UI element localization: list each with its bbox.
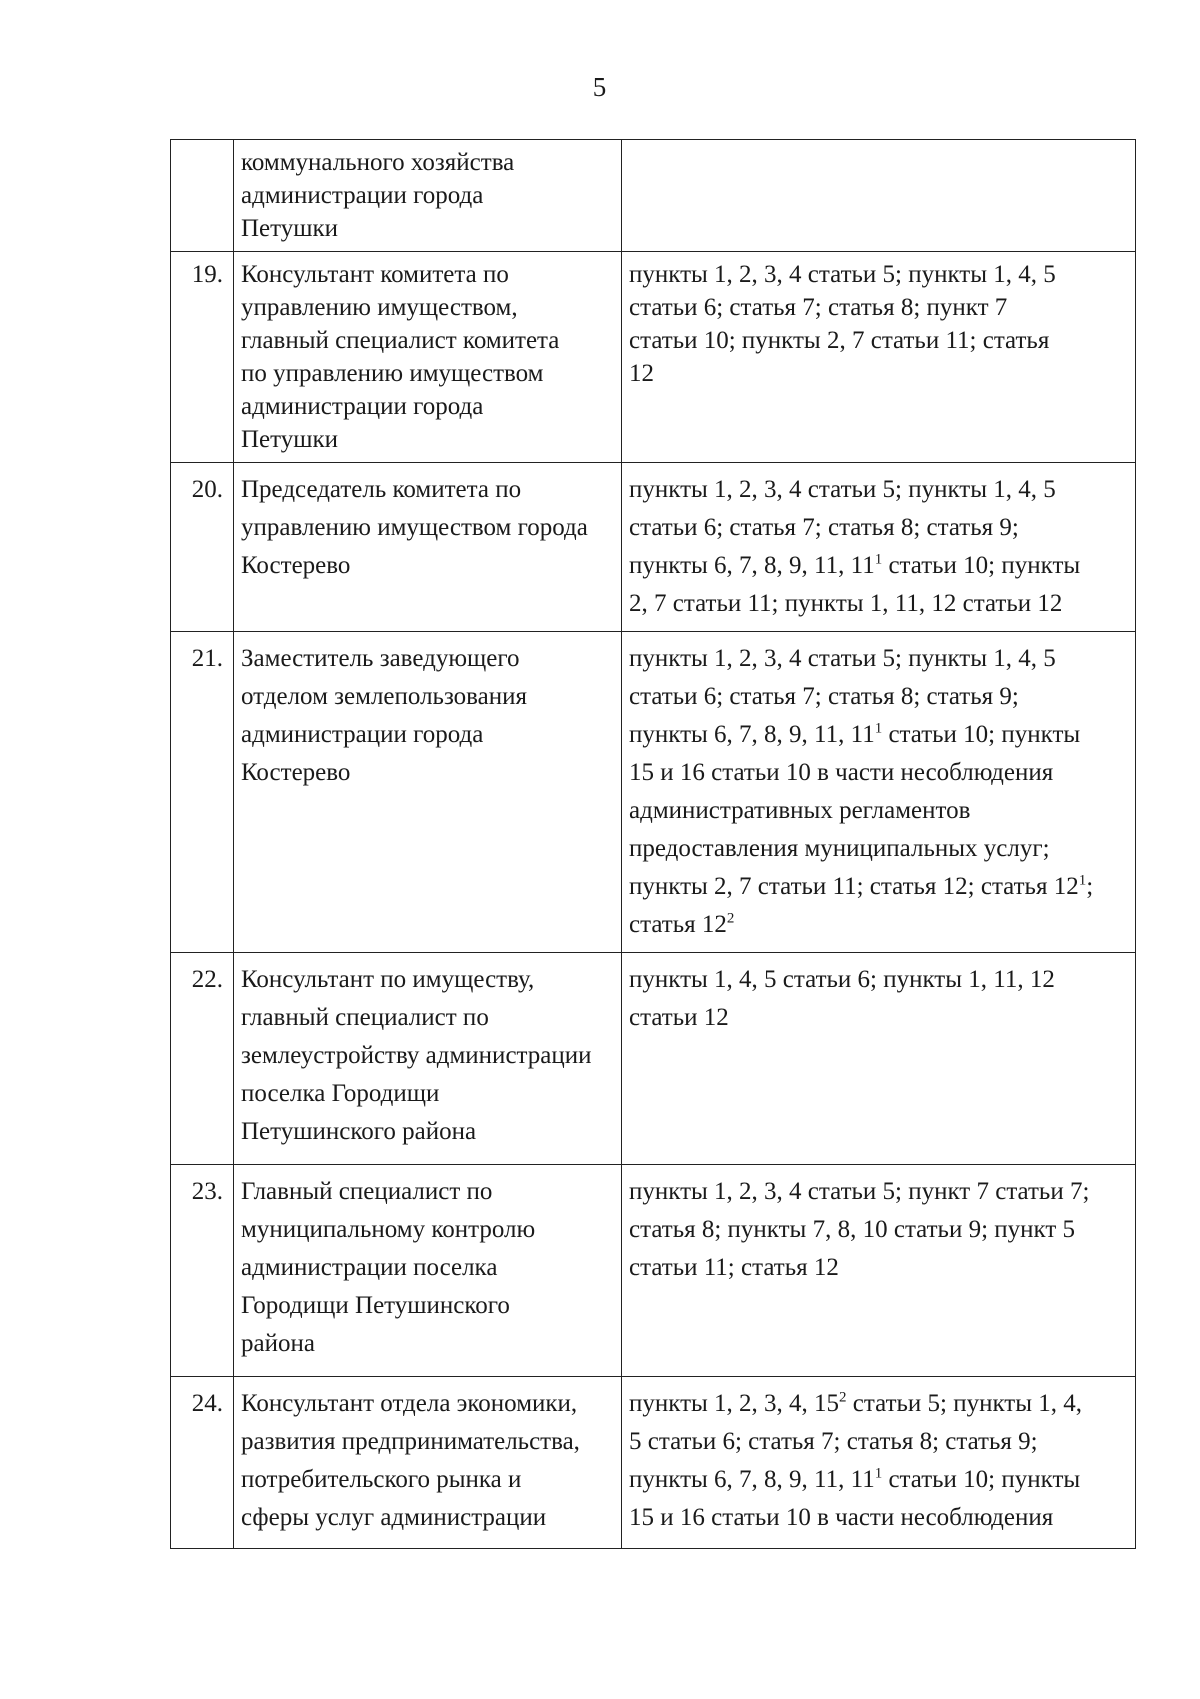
superscript: 1 bbox=[1078, 872, 1087, 889]
articles-line: административных регламентов bbox=[629, 797, 971, 824]
position-line: развития предпринимательства, bbox=[241, 1428, 580, 1455]
position-line: администрации города bbox=[241, 393, 484, 420]
position-line: Костерево bbox=[241, 759, 351, 786]
position-line: муниципальному контролю bbox=[241, 1216, 536, 1243]
articles-line: статьи 11; статья 12 bbox=[629, 1254, 839, 1281]
row-number: 24. bbox=[171, 1377, 234, 1549]
position-line: сферы услуг администрации bbox=[241, 1504, 547, 1531]
table-row bbox=[171, 140, 1136, 252]
position-cell bbox=[234, 463, 622, 632]
table-row bbox=[171, 463, 1136, 632]
articles-line bbox=[629, 906, 1128, 944]
articles-text: пункты 6, 7, 8, 9, 11, 11 bbox=[629, 552, 875, 579]
articles-line: пункты 1, 4, 5 статьи 6; пункты 1, 11, 12 bbox=[629, 966, 1055, 993]
articles-line: пункты 1, 2, 3, 4 статьи 5; пункты 1, 4, 5 bbox=[629, 645, 1056, 672]
position-line: коммунального хозяйства bbox=[241, 149, 515, 176]
position-cell bbox=[234, 953, 622, 1165]
position-line: Заместитель заведующего bbox=[241, 645, 520, 672]
row-number: 19. bbox=[171, 252, 234, 463]
articles-line: статья 8; пункты 7, 8, 10 статьи 9; пункт 5 bbox=[629, 1216, 1076, 1243]
articles-line: статьи 6; статья 7; статья 8; пункт 7 bbox=[629, 294, 1008, 321]
articles-line: 5 статьи 6; статья 7; статья 8; статья 9; bbox=[629, 1428, 1038, 1455]
articles-text: пункты 6, 7, 8, 9, 11, 11 bbox=[629, 721, 875, 748]
position-line: Петушки bbox=[241, 215, 339, 242]
superscript: 2 bbox=[839, 1389, 847, 1406]
position-line: землеустройству администрации bbox=[241, 1042, 592, 1069]
articles-line: пункты 1, 2, 3, 4 статьи 5; пункт 7 статьи 7; bbox=[629, 1178, 1090, 1205]
position-line: Председатель комитета по bbox=[241, 476, 522, 503]
position-line: главный специалист комитета bbox=[241, 327, 560, 354]
superscript: 2 bbox=[726, 910, 735, 927]
articles-line: статьи 10; пункты 2, 7 статьи 11; статья bbox=[629, 327, 1050, 354]
row-number: 22. bbox=[171, 953, 234, 1165]
position-cell bbox=[234, 1165, 622, 1377]
articles-line: 15 и 16 статьи 10 в части несоблюдения bbox=[629, 759, 1054, 786]
articles-cell bbox=[622, 1377, 1136, 1549]
articles-line: 12 bbox=[629, 360, 654, 387]
table-row bbox=[171, 953, 1136, 1165]
table-row bbox=[171, 632, 1136, 953]
page-number: 5 bbox=[592, 72, 608, 102]
position-cell bbox=[234, 140, 622, 252]
articles-text: ; bbox=[1086, 873, 1094, 900]
articles-line bbox=[629, 716, 1128, 754]
articles-text: статьи 10; пункты bbox=[882, 721, 1081, 748]
position-line: Городищи Петушинского bbox=[241, 1292, 510, 1319]
articles-line: пункты 1, 2, 3, 4 статьи 5; пункты 1, 4, 5 bbox=[629, 261, 1056, 288]
position-line: Консультант отдела экономики, bbox=[241, 1390, 578, 1417]
position-line: администрации города bbox=[241, 182, 484, 209]
position-line: главный специалист по bbox=[241, 1004, 489, 1031]
superscript: 1 bbox=[874, 1465, 883, 1482]
articles-line bbox=[629, 547, 1128, 585]
position-line: отделом землепользования bbox=[241, 683, 527, 710]
articles-line: статьи 6; статья 7; статья 8; статья 9; bbox=[629, 683, 1019, 710]
position-line: Главный специалист по bbox=[241, 1178, 493, 1205]
articles-line bbox=[629, 1461, 1128, 1499]
position-line: потребительского рынка и bbox=[241, 1466, 522, 1493]
table-row bbox=[171, 1165, 1136, 1377]
articles-cell bbox=[622, 1165, 1136, 1377]
articles-text: статьи 10; пункты bbox=[882, 552, 1081, 579]
row-number: 20. bbox=[171, 463, 234, 632]
articles-line bbox=[629, 1385, 1128, 1423]
table-row bbox=[171, 252, 1136, 463]
superscript: 1 bbox=[874, 720, 883, 737]
row-number: 23. bbox=[171, 1165, 234, 1377]
articles-text: пункты 2, 7 статьи 11; статья 12; статья 12 bbox=[629, 873, 1079, 900]
articles-line: предоставления муниципальных услуг; bbox=[629, 835, 1050, 862]
positions-table bbox=[170, 139, 1136, 1549]
position-cell bbox=[234, 1377, 622, 1549]
superscript: 1 bbox=[874, 551, 883, 568]
articles-line: 15 и 16 статьи 10 в части несоблюдения bbox=[629, 1504, 1054, 1531]
articles-line: пункты 1, 2, 3, 4 статьи 5; пункты 1, 4, 5 bbox=[629, 476, 1056, 503]
articles-text: статьи 10; пункты bbox=[882, 1466, 1081, 1493]
articles-text: пункты 1, 2, 3, 4, 15 bbox=[629, 1390, 840, 1417]
articles-text: статьи 5; пункты 1, 4, bbox=[846, 1390, 1083, 1417]
articles-text: пункты 6, 7, 8, 9, 11, 11 bbox=[629, 1466, 875, 1493]
position-line: администрации поселка bbox=[241, 1254, 498, 1281]
articles-text: статья 12 bbox=[629, 911, 727, 938]
table-row bbox=[171, 1377, 1136, 1549]
articles-line bbox=[629, 868, 1128, 906]
articles-cell bbox=[622, 953, 1136, 1165]
position-line: управлению имуществом города bbox=[241, 514, 588, 541]
position-cell bbox=[234, 252, 622, 463]
articles-line: 2, 7 статьи 11; пункты 1, 11, 12 статьи 12 bbox=[629, 590, 1063, 617]
position-cell bbox=[234, 632, 622, 953]
articles-cell bbox=[622, 463, 1136, 632]
row-number bbox=[171, 140, 234, 252]
articles-cell bbox=[622, 252, 1136, 463]
row-number: 21. bbox=[171, 632, 234, 953]
position-line: управлению имуществом, bbox=[241, 294, 518, 321]
position-line: поселка Городищи bbox=[241, 1080, 440, 1107]
position-line: администрации города bbox=[241, 721, 484, 748]
articles-line: статьи 6; статья 7; статья 8; статья 9; bbox=[629, 514, 1019, 541]
articles-cell bbox=[622, 140, 1136, 252]
position-line: Петушинского района bbox=[241, 1118, 477, 1145]
position-line: района bbox=[241, 1330, 315, 1357]
position-line: Консультант комитета по bbox=[241, 261, 509, 288]
position-line: Консультант по имуществу, bbox=[241, 966, 535, 993]
position-line: Костерево bbox=[241, 552, 351, 579]
position-line: по управлению имуществом bbox=[241, 360, 544, 387]
articles-cell bbox=[622, 632, 1136, 953]
position-line: Петушки bbox=[241, 426, 339, 453]
articles-line: статьи 12 bbox=[629, 1004, 729, 1031]
